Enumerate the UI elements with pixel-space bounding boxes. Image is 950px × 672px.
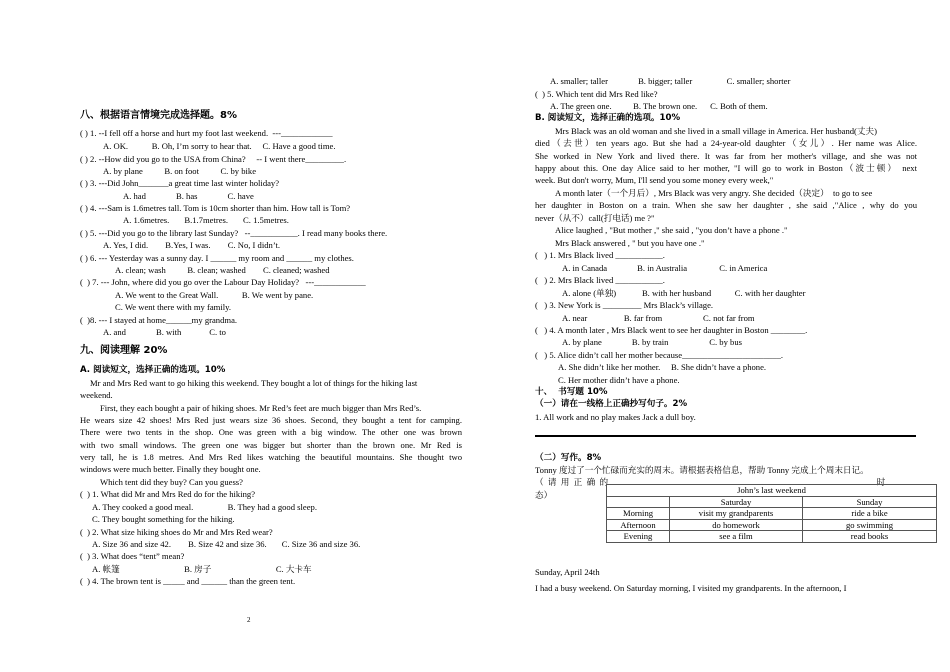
table-cell: do homework: [670, 519, 803, 530]
text-line: ( ) 5. Alice didn’t call her mother because_______________________.: [535, 350, 784, 360]
text-line: A. had B. has C. have: [123, 191, 254, 201]
text-line: 态）: [535, 490, 553, 500]
writing-line: [535, 435, 916, 437]
text-line: A. OK. B. Oh, I’m sorry to hear that. C. Have a good time.: [103, 141, 336, 151]
text-line: week. But don't worry, Mum, I'll send you some money every week,": [535, 175, 774, 185]
table-title: John’s last weekend: [607, 485, 937, 497]
text-line: her daughter in Boston on a train. When she saw her daughter , she said ,"Alice , why do you: [535, 200, 917, 210]
table-cell: go swimming: [803, 519, 937, 530]
text-line: ( ) 3. ---Did John_______a great time last winter holiday?: [80, 178, 280, 188]
text-line: Mrs Black was an old woman and she lived in a small village in America. Her husband(丈夫): [555, 126, 877, 136]
table-cell: read books: [803, 531, 937, 542]
text-line: A. Size 36 and size 42. B. Size 42 and size 36. C. Size 36 and size 36.: [92, 539, 361, 549]
text-line: A. by plane B. on foot C. by bike: [103, 166, 257, 176]
text-line: A. and B. with C. to: [103, 327, 226, 337]
text-line: A. near B. far from C. not far from: [562, 313, 755, 323]
text-line: A. We went to the Great Wall. B. We went by pane.: [115, 290, 314, 300]
text-line: ( ) 4. The brown tent is _____ and ______ than the green tent.: [80, 576, 296, 586]
table-header-row: [607, 497, 937, 508]
text-line: A. 1.6metres. B.1.7metres. C. 1.5metres.: [123, 215, 289, 225]
table-row: [607, 508, 937, 519]
table-cell: Morning: [607, 508, 670, 519]
text-line: ( ) 2. Mrs Black lived ___________.: [535, 275, 665, 285]
section-heading: （二）写作。8%: [535, 453, 602, 463]
text-line: ( ) 3. What does “tent” mean?: [80, 551, 185, 561]
table-header-cell: Saturday: [670, 497, 803, 508]
text-line: 1. All work and no play makes Jack a dull boy.: [535, 412, 696, 422]
text-line: A. alone (单独) B. with her husband C. with her daughter: [562, 288, 806, 298]
section-heading: B. 阅读短文，选择正确的选项。10%: [535, 113, 681, 123]
text-line: I had a busy weekend. On Saturday morning, I visited my grandparents. In the afternoon, I: [535, 583, 847, 593]
section-heading: （一）请在一线格上正确抄写句子。2%: [535, 399, 688, 409]
text-line: ( ) 1. --I fell off a horse and hurt my foot last weekend. ---____________: [80, 128, 333, 138]
page-number: 2: [247, 616, 251, 624]
text-line: A. smaller; taller B. bigger; taller C. smaller; shorter: [550, 76, 791, 86]
text-line: ( ) 1. Mrs Black lived ___________.: [535, 250, 665, 260]
text-line: Mr and Mrs Red want to go hiking this weekend. They bought a lot of things for the hiking last: [90, 378, 418, 388]
text-line: died（去世）ten years ago. But she had a 24-year-old daughter（女儿）. Her name was Alice.: [535, 138, 917, 148]
table-cell: see a film: [670, 531, 803, 542]
text-line: A month later（一个月后）, Mrs Black was very angry. She decided（决定） to go to see: [555, 188, 873, 198]
table-cell: Afternoon: [607, 519, 670, 530]
text-line: C. Her mother didn’t have a phone.: [558, 375, 680, 385]
text-line: never（从不）call(打电话) me ?": [535, 213, 655, 223]
table-cell: Evening: [607, 531, 670, 542]
text-line: Tonny 度过了一个忙碌而充实的周末。请根据表格信息，帮助 Tonny 完成上个周末日记。: [535, 465, 869, 475]
text-line: ( ) 3. New York is _________ Mrs Black’s village.: [535, 300, 714, 310]
text-line: First, they each bought a pair of hiking shoes. Mr Red’s feet are much bigger than Mrs Red’s.: [100, 403, 422, 413]
text-line: very tall, he is 1.8 metres. And Mrs Red likes watching the beautiful mountains. She thought two: [80, 452, 462, 462]
text-line: ( ) 7. --- John, where did you go over the Labour Day Holiday? ---____________: [80, 277, 366, 287]
text-line: Mrs Black answered , " but you have one .": [555, 238, 705, 248]
text-line: He wears size 42 shoes! Mrs Red just wears size 36 shoes. Second, they bought a tent for camping.: [80, 415, 462, 425]
table-cell: visit my grandparents: [670, 508, 803, 519]
table-header-cell: [607, 497, 670, 508]
text-line: C. They bought something for the hiking.: [92, 514, 235, 524]
text-line: ( ) 5. Which tent did Mrs Red like?: [535, 89, 658, 99]
text-line: weekend.: [80, 390, 113, 400]
section-heading: 九、阅读理解 20%: [80, 345, 168, 356]
text-line: A. They cooked a good meal. B. They had a good sleep.: [92, 502, 317, 512]
text-line: A. by plane B. by train C. by bus: [562, 337, 742, 347]
text-line: ( ) 4. ---Sam is 1.6metres tall. Tom is 10cm shorter than him. How tall is Tom?: [80, 203, 351, 213]
text-line: She worked in New York and lived there. It was far from her mother's village, and she was not: [535, 151, 917, 161]
text-line: with two small windows. The green one was bigger but shorter than the brown one. Mr Red is: [80, 440, 462, 450]
text-line: A. clean; wash B. clean; washed C. cleaned; washed: [115, 265, 330, 275]
text-line: （ 请 用 正 确 的 时: [535, 477, 886, 487]
text-line: There were two tents in the shop. One was green with a big window. The other one was brown: [80, 427, 462, 437]
text-line: ( )8. --- I stayed at home______my grandma.: [80, 315, 238, 325]
table-title-row: [607, 485, 937, 497]
section-heading: 八、根据语言情境完成选择题。8%: [80, 110, 237, 121]
table-header-cell: Sunday: [803, 497, 937, 508]
text-line: windows were much better. Finally they bought one.: [80, 464, 261, 474]
weekend-table: [606, 484, 937, 543]
table-cell: ride a bike: [803, 508, 937, 519]
text-line: Which tent did they buy? Can you guess?: [100, 477, 243, 487]
section-heading: 十、 书写题 10%: [535, 387, 608, 397]
text-line: A. She didn’t like her mother. B. She didn’t have a phone.: [558, 362, 767, 372]
text-line: A. Yes, I did. B.Yes, I was. C. No, I didn’t.: [103, 240, 281, 250]
text-line: ( ) 4. A month later , Mrs Black went to see her daughter in Boston ________.: [535, 325, 808, 335]
text-line: A. in Canada B. in Australia C. in America: [562, 263, 768, 273]
text-line: A. 帐篷 B. 房子 C. 大卡车: [92, 564, 312, 574]
text-line: ( ) 5. ---Did you go to the library last Sunday? --___________. I read many books there.: [80, 228, 388, 238]
table-row: [607, 531, 937, 542]
text-line: ( ) 6. --- Yesterday was a sunny day. I ______ my room and ______ my clothes.: [80, 253, 354, 263]
text-line: ( ) 2. --How did you go to the USA from China? -- I went there_________.: [80, 154, 347, 164]
text-line: A. The green one. B. The brown one. C. Both of them.: [550, 101, 768, 111]
text-line: C. We went there with my family.: [115, 302, 232, 312]
text-line: ( ) 2. What size hiking shoes do Mr and Mrs Red wear?: [80, 527, 273, 537]
section-heading: A. 阅读短文，选择正确的选项。10%: [80, 365, 226, 375]
text-line: happy about this. One day Alice said to her mother, "I will go to work in Boston（波士顿） next: [535, 163, 917, 173]
text-line: Alice laughed , "But mother ," she said , "you don’t have a phone .": [555, 225, 788, 235]
text-line: Sunday, April 24th: [535, 567, 600, 577]
text-line: ( ) 1. What did Mr and Mrs Red do for the hiking?: [80, 489, 256, 499]
table-row: [607, 519, 937, 530]
